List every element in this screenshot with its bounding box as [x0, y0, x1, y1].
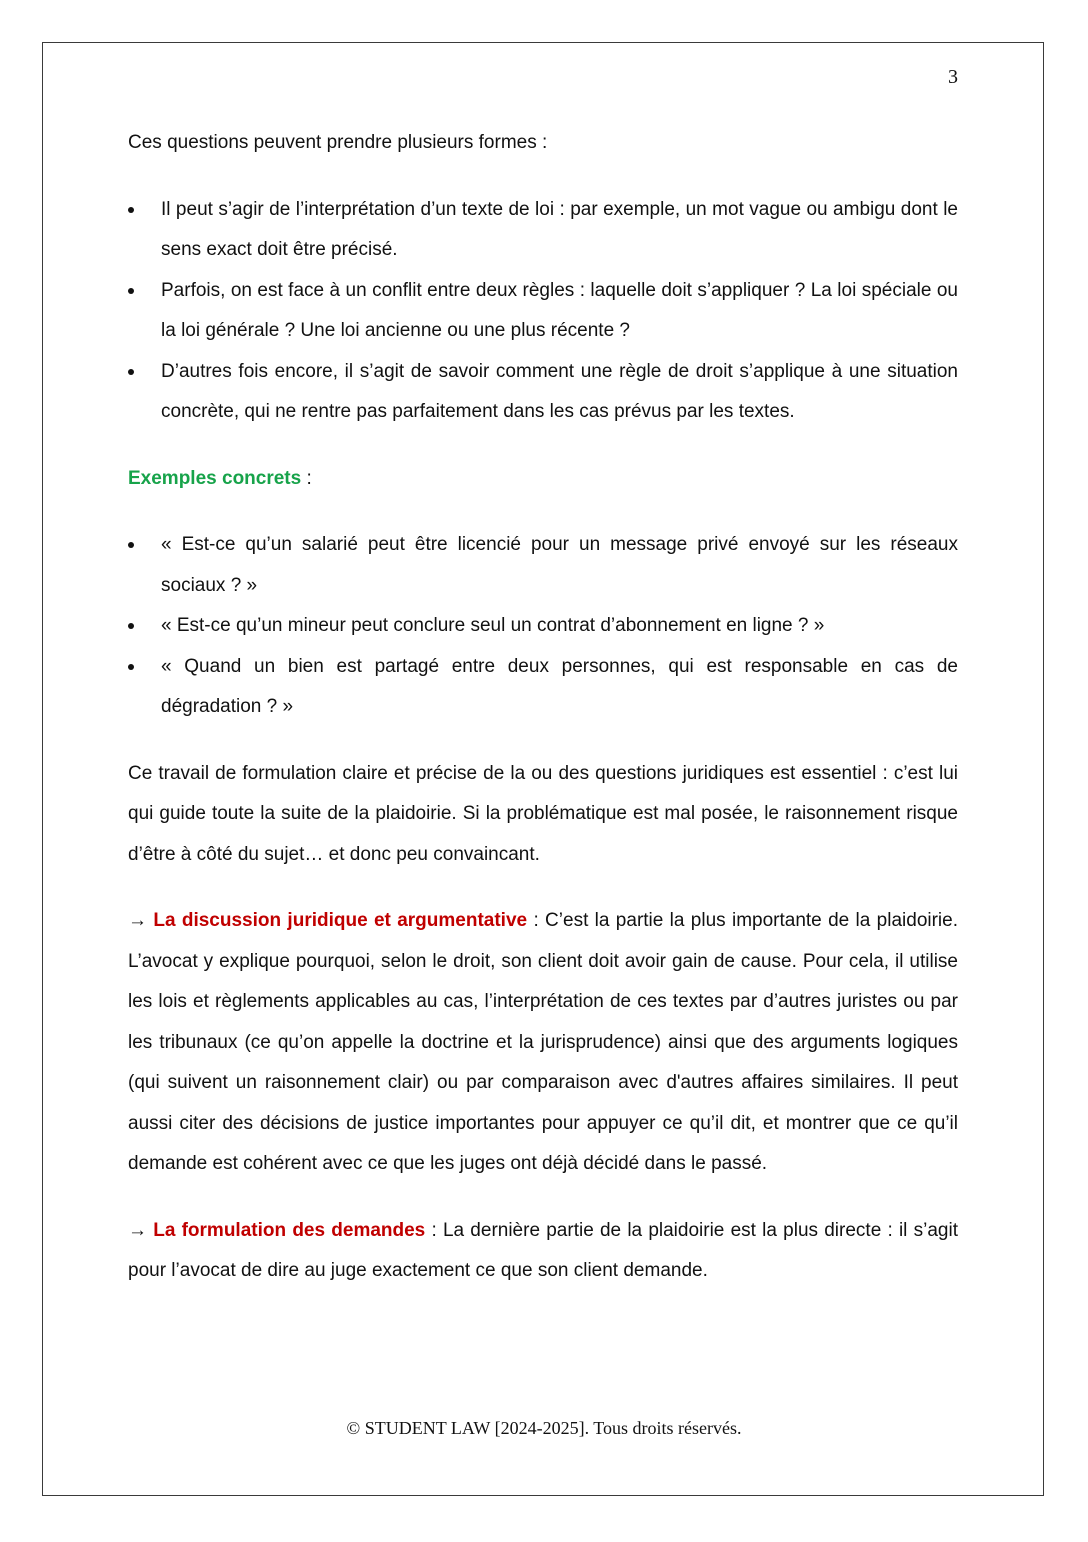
- formulation-paragraph: Ce travail de formulation claire et précise de la ou des questions juridiques est essentiel : c’est lui qui guide toute la suite de la plaidoirie. Si la problématique est mal posée, le raisonnement risque d’être à côté du sujet… et donc peu convaincant.: [128, 762, 958, 865]
- page-number: 3: [948, 66, 958, 88]
- demands-paragraph: [128, 1211, 958, 1292]
- arrow-right-icon: →: [128, 910, 147, 931]
- examples-heading-suffix: :: [301, 467, 312, 489]
- list-item: [128, 606, 958, 647]
- list-item: [128, 190, 958, 271]
- list-item: [128, 352, 958, 433]
- list-item: [128, 271, 958, 352]
- arrow-right-icon: →: [128, 1219, 147, 1241]
- list-item-text: D’autres fois encore, il s’agit de savoir comment une règle de droit s’applique à une situation concrète, qui ne rentre pas parfaitement dans les cas prévus par les textes.: [161, 360, 958, 422]
- discussion-text: : C’est la partie la plus importante de la plaidoirie. L’avocat y explique pourquoi, selon le droit, son client doit avoir gain de cause. Pour cela, il utilise les lois et règlements applicables au cas, l’interprétation de ces textes par d’autres juristes ou par les tribunaux (ce qu’on appelle la doctrine et la jurisprudence) ainsi que des arguments logiques (qui suivent un raisonnement clair) ou par comparaison avec d'autres affaires similaires. Il peut aussi citer des décisions de justice importantes pour appuyer ce qu’il dit, et montrer que ce qu’il demande est cohérent avec ce que les juges ont déjà décidé dans le passé.: [128, 910, 959, 1174]
- examples-heading-line: [128, 459, 958, 500]
- copyright-footer: © STUDENT LAW [2024-2025]. Tous droits réservés.: [346, 1418, 742, 1438]
- document-body: [128, 123, 958, 1292]
- list-item-text: Il peut s’agir de l’interprétation d’un texte de loi : par exemple, un mot vague ou ambigu dont le sens exact doit être précisé.: [161, 198, 958, 260]
- list-item-text: « Est-ce qu’un mineur peut conclure seul un contrat d’abonnement en ligne ? »: [161, 615, 825, 636]
- discussion-heading: La discussion juridique et argumentative: [153, 910, 528, 931]
- demands-text: : La dernière partie de la plaidoirie est la plus directe : il s’agit pour l’avocat de dire au juge exactement ce que son client demande.: [128, 1219, 958, 1281]
- examples-heading: Exemples concrets: [128, 467, 302, 489]
- list-item: [128, 647, 958, 728]
- discussion-paragraph: [128, 901, 958, 1185]
- forms-list: [128, 190, 958, 433]
- demands-heading: La formulation des demandes: [153, 1219, 426, 1241]
- list-item-text: Parfois, on est face à un conflit entre deux règles : laquelle doit s’appliquer ? La loi spéciale ou la loi générale ? Une loi ancienne ou une plus récente ?: [161, 279, 958, 341]
- intro-paragraph: Ces questions peuvent prendre plusieurs formes :: [128, 132, 548, 153]
- list-item: [128, 525, 958, 606]
- list-item-text: « Est-ce qu’un salarié peut être licencié pour un message privé envoyé sur les réseaux sociaux ? »: [161, 534, 958, 596]
- list-item-text: « Quand un bien est partagé entre deux personnes, qui est responsable en cas de dégradation ? »: [161, 655, 958, 717]
- examples-list: [128, 525, 958, 728]
